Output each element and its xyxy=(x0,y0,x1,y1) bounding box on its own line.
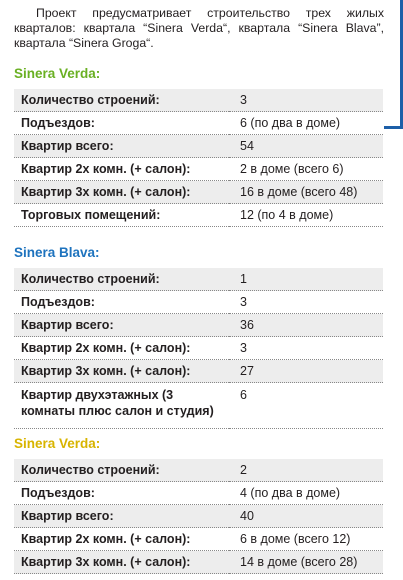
row-label: Торговых помещений: xyxy=(14,204,229,227)
table-row xyxy=(14,314,383,337)
table-row xyxy=(14,89,383,112)
row-value: 6 xyxy=(229,383,383,429)
table-row xyxy=(14,505,383,528)
table-row xyxy=(14,337,383,360)
row-label: Квартир всего: xyxy=(14,505,229,528)
row-label: Количество строений: xyxy=(14,459,229,482)
row-label: Подъездов: xyxy=(14,112,229,135)
table-row xyxy=(14,204,383,227)
table-row xyxy=(14,112,383,135)
table-row xyxy=(14,360,383,383)
row-value: 27 xyxy=(229,360,383,383)
row-value: 6 в доме (всего 12) xyxy=(229,528,383,551)
row-value: 3 xyxy=(229,89,383,112)
table-row xyxy=(14,482,383,505)
row-label: Квартир 2х комн. (+ салон): xyxy=(14,337,229,360)
row-label: Подъездов: xyxy=(14,482,229,505)
row-label: Количество строений: xyxy=(14,268,229,291)
row-value: 4 (по два в доме) xyxy=(229,482,383,505)
accent-line-horizontal xyxy=(384,126,403,129)
row-value: 6 (по два в доме) xyxy=(229,112,383,135)
row-label: Количество строений: xyxy=(14,89,229,112)
table-row xyxy=(14,135,383,158)
spec-table-sinera-blava xyxy=(14,268,383,429)
row-label: Квартир всего: xyxy=(14,135,229,158)
row-label: Квартир всего: xyxy=(14,314,229,337)
table-row xyxy=(14,551,383,574)
table-row xyxy=(14,158,383,181)
row-label: Подъездов: xyxy=(14,291,229,314)
section-title-sinera-blava: Sinera Blava: xyxy=(14,245,100,260)
row-value: 40 xyxy=(229,505,383,528)
table-row xyxy=(14,528,383,551)
row-label: Квартир 3х комн. (+ салон): xyxy=(14,360,229,383)
section-title-sinera-verda-2: Sinera Verda: xyxy=(14,436,101,451)
row-label: Квартир 2х комн. (+ салон): xyxy=(14,158,229,181)
row-value: 3 xyxy=(229,291,383,314)
row-label: Квартир 3х комн. (+ салон): xyxy=(14,551,229,574)
row-label: Квартир 2х комн. (+ салон): xyxy=(14,528,229,551)
table-row xyxy=(14,383,383,429)
row-value: 54 xyxy=(229,135,383,158)
row-value: 1 xyxy=(229,268,383,291)
row-value: 14 в доме (всего 28) xyxy=(229,551,383,574)
table-row xyxy=(14,459,383,482)
row-value: 2 xyxy=(229,459,383,482)
spec-table-sinera-verda-2 xyxy=(14,459,383,574)
row-value: 2 в доме (всего 6) xyxy=(229,158,383,181)
table-row xyxy=(14,291,383,314)
row-value: 16 в доме (всего 48) xyxy=(229,181,383,204)
row-value: 36 xyxy=(229,314,383,337)
intro-paragraph: Проект предусматривает строительство трех жилых кварталов: квартала “Sinera Verda“, квартала “Sinera Blava”, квартала “Sinera Groga“. xyxy=(14,6,384,50)
row-value: 12 (по 4 в доме) xyxy=(229,204,383,227)
table-row xyxy=(14,181,383,204)
table-row xyxy=(14,268,383,291)
section-title-sinera-verda: Sinera Verda: xyxy=(14,66,101,81)
row-label: Квартир 3х комн. (+ салон): xyxy=(14,181,229,204)
spec-table-sinera-verda xyxy=(14,89,383,227)
row-value: 3 xyxy=(229,337,383,360)
row-label: Квартир двухэтажных (3 комнаты плюс салон и студия) xyxy=(14,383,229,429)
